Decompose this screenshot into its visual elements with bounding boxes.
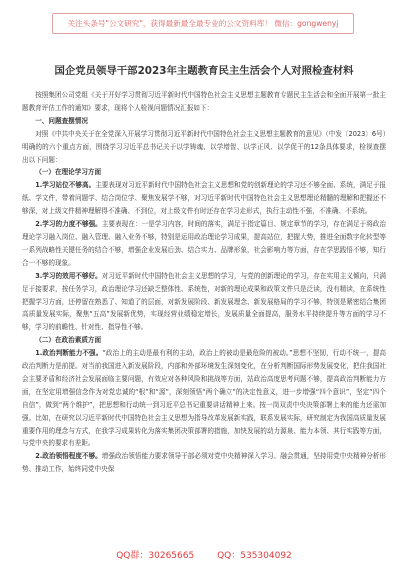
paragraph-text: 主要表现对习近平新时代中国特色社会主义思想和党的创新理论的学习还不够全面、系统，满足于报纸、学文件，带着问题学、结合岗位学、聚焦发展学不够，对习近平新时代中国特色社会主义思想理论精髓的理解和把握还不够深，对上级文件精神理解得不准确、不到位，对上级文件有时还存在学习走形式，执行主动性不强，不准确、不系统。 [22,181,387,216]
paragraph-text: 主要表现在：一是学习内容，时间的落实，满足于指定篇目、规定章节的学习，存在满足于将政治理论学习融入岗位、融入管理、融入业务不够，特别是运用政治理论学习成果，提高站位，把握大势，推进全面数字化转型等一系列战略性关键任务的结合不够，增强企业发展后劲、结合实力、品牌形象，社会影响力等方面，存在学思践悟不够，知行合一不够的现象。 [22,220,387,267]
paragraph-text: “政治上的主动是最有利的主动，政治上的被动是最危险的被动。”思想不坚韧，行动不统一，提高政治判断力是前提。对当前我国进入新发展阶段，内部和外部环境发生深刻变化，在分析判断国际形势发展变化，把住我国社会主要矛盾和经济社会发展面临主要问题，有效应对各种风险和挑战等方面，站政治高度思考问题不够，提高政治判断能力方面，在坚定用增强信念作为对党忠诚的“根”和“源”，深刻领悟“两个确立”的决定性意义，进一步增强“四个意识”，坚定“四个自信”，做到“两个维护”，把思想和行动统一到习近平总书记重要讲话精神上来。按一岗双责中央决策部署上来的能力还需加强。比如，在研究以习近平新时代中国特色社会主义思想为指导改革发展新实践，联系发展实际，研究制定为我国高质量发展重要作用的理念与方式，在我学习成果转化为落实集团决策部署的措施，加快发展的动力源泉、能力本领、其行实践等方面，与党中央的要求有差距。 [22,349,387,448]
numbered-paragraph [22,179,386,218]
numbered-paragraph [22,218,386,270]
paragraph-lead: 2.学习的力度不够强。 [35,220,102,229]
paragraph-lead: 2.政治领悟程度不够。 [35,452,102,461]
numbered-paragraph [22,270,386,335]
paragraph-text: 对习近平新时代中国特色社会主义思想的学习，与党的创新理论的学习，存在实用主义倾向，只满足于接要求，按任务学习，政治理论学习还缺乏整体性、系统性，对新的理论成果和政策文件只是泛读，没有精读，在系统性把握学习方面，还停留在熟悉了、知道了的层面，对新发展阶段、新发展理念、新发展格局的学习不够，特别是紧密结合集团高质量发展实际，聚焦“五高”发展新优势，实现经营业绩稳定增长，发展质量全面提高，服务水平持续提升等方面的学习不够，学习的前瞻性、针对性、指导性不够。 [22,271,387,332]
qq-number-text: QQ：535304092 [217,551,292,561]
body-paragraph: 按照集团公司党组《关于开好学习贯彻习近平新时代中国特色社会主义思想主题教育专题民主生活会和全面开展第一批主题教育评估工作的通知》要求，现将个人检视问题情况汇报如下： [22,91,386,112]
subsection-heading: （二）在政治素质方面 [35,336,102,345]
promo-banner: 关注头条号"公文研究"，获得最新最全最专业的公文资料库！ 微信：gongwenyj [52,13,354,34]
body-paragraph: 对照《中共中央关于在全党深入开展学习贯彻习近平新时代中国特色社会主义思想主题教育的意见》（中发〔2023〕6号）明确的的六个重点方面，围绕学习习近平总书记关于以学铸魂、以学增智、以学正风、以学促干的12条具体要求，检视查摆出以下问题： [22,129,386,164]
qq-group-text: QQ群：30265665 [116,551,195,561]
document-body [22,89,386,476]
paragraph-lead: 1.政治判断能力不强。 [35,349,103,358]
paragraph-lead: 1.学习站位不够高。 [35,181,96,190]
document-title: 国企党员领导干部2023年主题教育民主生活会个人对照检查材料 [54,65,354,77]
numbered-paragraph [22,450,386,476]
numbered-paragraph [22,347,386,450]
footer-contact [0,548,408,564]
paragraph-lead: 3.学习的效用不够好。 [35,271,102,280]
section-heading: 一、问题查摆情况 [35,116,88,125]
subsection-heading: （一）在理论学习方面 [35,168,102,177]
paragraph-text: 增强政治领悟能力要求领导干部必须对党中央精神深入学习、融会贯通，坚持用党中央精神分析形势、推动工作，始终同党中央保 [22,452,387,474]
